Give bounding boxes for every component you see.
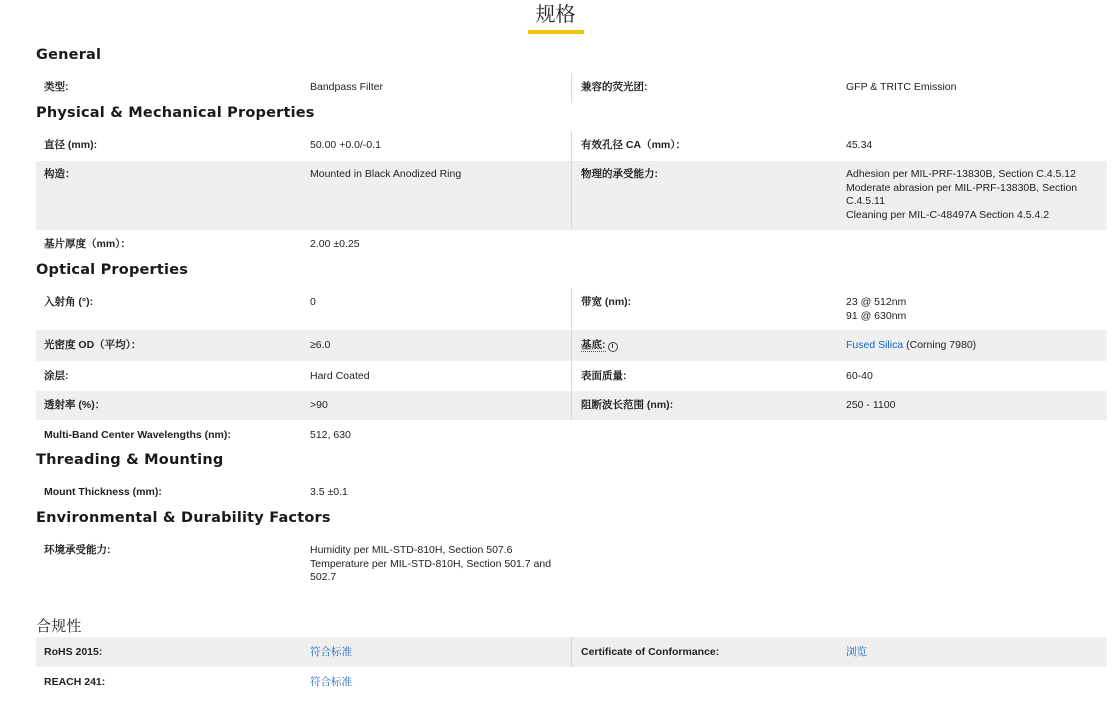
spec-row-construction <box>36 161 1107 230</box>
fluorophore-label: 兼容的荧光团: <box>581 81 648 93</box>
environmental-line: Temperature per MIL-STD-810H, Section 501.7 and 502.7 <box>310 557 552 583</box>
od-value: ≥6.0 <box>310 339 331 351</box>
multiband-label: Multi-Band Center Wavelengths (nm): <box>44 429 231 441</box>
spec-row-rohs <box>36 637 1107 667</box>
thickness-value: 2.00 ±0.25 <box>310 238 360 250</box>
od-label: 光密度 OD（平均）： <box>44 339 142 351</box>
page-title: 规格 <box>528 2 584 34</box>
coc-label: Certificate of Conformance: <box>581 646 720 658</box>
fused-silica-link[interactable]: Fused Silica <box>846 339 904 351</box>
thickness-label: 基片厚度（mm）： <box>44 238 131 250</box>
spec-row-mount-thickness <box>36 478 1107 508</box>
clear-aperture-label: 有效孔径 CA（mm）： <box>581 139 687 151</box>
column-divider <box>571 131 572 161</box>
section-title-optical: Optical Properties <box>36 262 189 278</box>
substrate-label-text[interactable]: 基底: <box>581 339 606 351</box>
spec-row-reach <box>36 667 1107 697</box>
diameter-value: 50.00 +0.0/-0.1 <box>310 139 381 151</box>
surface-quality-value: 60-40 <box>846 370 873 382</box>
spec-row-environmental <box>36 536 1107 596</box>
reach-label: REACH 241: <box>44 676 106 688</box>
durability-value <box>846 168 1101 222</box>
substrate-suffix: (Corning 7980) <box>903 339 977 351</box>
transmission-value: >90 <box>310 399 328 411</box>
section-title-general: General <box>36 47 102 63</box>
section-title-physical: Physical & Mechanical Properties <box>36 105 315 121</box>
column-divider <box>571 73 572 103</box>
column-divider <box>571 361 572 391</box>
spec-row-type <box>36 73 1107 103</box>
blocking-range-label: 阻断波长范围 (nm): <box>581 399 674 411</box>
environmental-label: 环境承受能力: <box>44 544 111 556</box>
section-title-threading: Threading & Mounting <box>36 452 224 468</box>
mount-thickness-value: 3.5 ±0.1 <box>310 486 348 498</box>
bandwidth-label: 带宽 (nm): <box>581 296 632 308</box>
durability-label: 物理的承受能力: <box>581 168 658 180</box>
bandwidth-line: 23 @ 512nm <box>846 296 907 308</box>
rohs-label: RoHS 2015: <box>44 646 103 658</box>
diameter-label: 直径 (mm): <box>44 139 98 151</box>
rohs-compliant-link[interactable]: 符合标准 <box>310 646 352 658</box>
column-divider <box>571 161 572 230</box>
column-divider <box>571 330 572 361</box>
type-value: Bandpass Filter <box>310 81 383 93</box>
durability-line: Adhesion per MIL-PRF-13830B, Section C.4.5.12 <box>846 168 1076 180</box>
durability-line: Moderate abrasion per MIL-PRF-13830B, Section C.4.5.11 <box>846 181 1078 207</box>
coc-view-link[interactable]: 浏览 <box>846 646 867 658</box>
durability-line: Cleaning per MIL-C-48497A Section 4.5.4.2 <box>846 208 1050 221</box>
environmental-line: Humidity per MIL-STD-810H, Section 507.6 <box>310 544 513 556</box>
info-icon[interactable]: i <box>608 342 618 352</box>
column-divider <box>571 637 572 667</box>
spec-row-thickness <box>36 230 1107 260</box>
column-divider <box>571 288 572 330</box>
spec-row-multiband <box>36 420 1107 450</box>
bandwidth-value <box>846 296 1101 323</box>
fluorophore-value: GFP & TRITC Emission <box>846 81 957 93</box>
construction-value: Mounted in Black Anodized Ring <box>310 168 462 180</box>
blocking-range-value: 250 - 1100 <box>846 399 896 411</box>
substrate-value <box>846 339 1101 353</box>
section-title-compliance: 合规性 <box>36 618 82 635</box>
reach-compliant-link[interactable]: 符合标准 <box>310 676 352 688</box>
spec-row-aoi <box>36 288 1107 330</box>
mount-thickness-label: Mount Thickness (mm): <box>44 486 162 498</box>
environmental-value <box>310 544 565 585</box>
coating-value: Hard Coated <box>310 370 370 382</box>
aoi-value: 0 <box>310 296 316 308</box>
type-label: 类型: <box>44 81 69 93</box>
column-divider <box>571 391 572 420</box>
surface-quality-label: 表面质量: <box>581 370 627 382</box>
aoi-label: 入射角 (°): <box>44 296 94 308</box>
construction-label: 构造： <box>44 168 76 180</box>
section-title-environmental: Environmental & Durability Factors <box>36 510 331 526</box>
bandwidth-line: 91 @ 630nm <box>846 309 907 322</box>
spec-row-diameter <box>36 131 1107 161</box>
spec-row-transmission <box>36 391 1107 420</box>
spec-row-od <box>36 330 1107 361</box>
multiband-value: 512, 630 <box>310 429 351 441</box>
coating-label: 涂层: <box>44 370 69 382</box>
clear-aperture-value: 45.34 <box>846 139 873 151</box>
substrate-label[interactable] <box>581 339 618 353</box>
spec-row-coating <box>36 361 1107 391</box>
transmission-label: 透射率 (%)： <box>44 399 106 411</box>
